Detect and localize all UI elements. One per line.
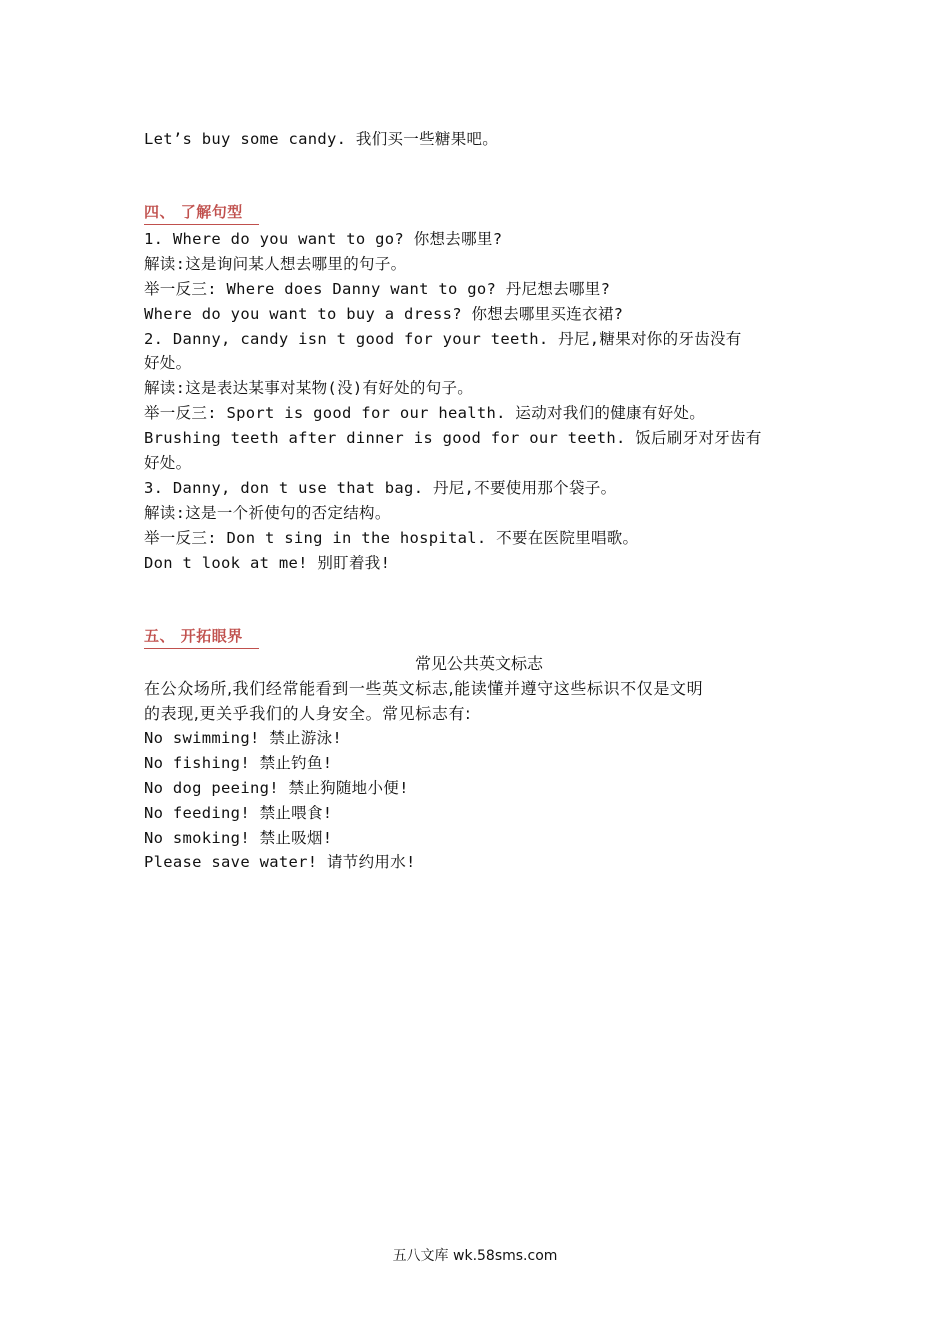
section4-line: 3. Danny, don t use that bag. 丹尼,不要使用那个袋子。 <box>144 478 617 497</box>
section4-line: Where do you want to buy a dress? 你想去哪里买连衣裙? <box>144 304 624 323</box>
section5 <box>144 624 814 875</box>
section5-heading: 五、 开拓眼界 <box>144 624 259 649</box>
section4 <box>144 200 814 575</box>
footer-watermark: 五八文库 wk.58sms.com <box>392 1248 558 1264</box>
sign-item: No feeding! 禁止喂食! <box>144 803 333 822</box>
sign-item: No smoking! 禁止吸烟! <box>144 828 333 847</box>
section4-line: 好处。 <box>144 454 192 473</box>
section5-paragraph-line: 在公众场所,我们经常能看到一些英文标志,能读懂并遵守这些标识不仅是文明 <box>144 679 704 698</box>
sign-item: No fishing! 禁止钓鱼! <box>144 753 333 772</box>
sign-item: No dog peeing! 禁止狗随地小便! <box>144 778 409 797</box>
section4-line: 解读:这是表达某事对某物(没)有好处的句子。 <box>144 379 474 398</box>
section4-line: 举一反三: Where does Danny want to go? 丹尼想去哪里? <box>144 279 611 298</box>
sign-list <box>144 726 814 875</box>
sign-item: No swimming! 禁止游泳! <box>144 729 343 747</box>
section5-title: 常见公共英文标志 <box>414 654 543 673</box>
section4-line: 解读:这是一个祈使句的否定结构。 <box>144 503 391 522</box>
section4-line: 举一反三: Don t sing in the hospital. 不要在医院里唱歌。 <box>144 528 639 547</box>
section4-lines <box>144 227 814 575</box>
section5-paragraph-line: 的表现,更关乎我们的人身安全。常见标志有: <box>144 704 472 723</box>
section4-line: Brushing teeth after dinner is good for our teeth. 饭后刷牙对牙齿有 <box>144 429 762 448</box>
intro-block <box>144 127 814 152</box>
section4-line: 1. Where do you want to go? 你想去哪里? <box>144 230 503 248</box>
section4-line: 举一反三: Sport is good for our health. 运动对我们的健康有好处。 <box>144 404 706 423</box>
section4-heading: 四、 了解句型 <box>144 200 259 225</box>
sign-item: Please save water! 请节约用水! <box>144 853 416 872</box>
section4-line: 解读:这是询问某人想去哪里的句子。 <box>144 254 407 273</box>
section4-line: 2. Danny, candy isn t good for your teeth. 丹尼,糖果对你的牙齿没有 <box>144 329 742 348</box>
intro-line: Let’s buy some candy. 我们买一些糖果吧。 <box>144 130 499 148</box>
section4-line: 好处。 <box>144 354 192 373</box>
section4-line: Don t look at me! 别盯着我! <box>144 553 391 572</box>
